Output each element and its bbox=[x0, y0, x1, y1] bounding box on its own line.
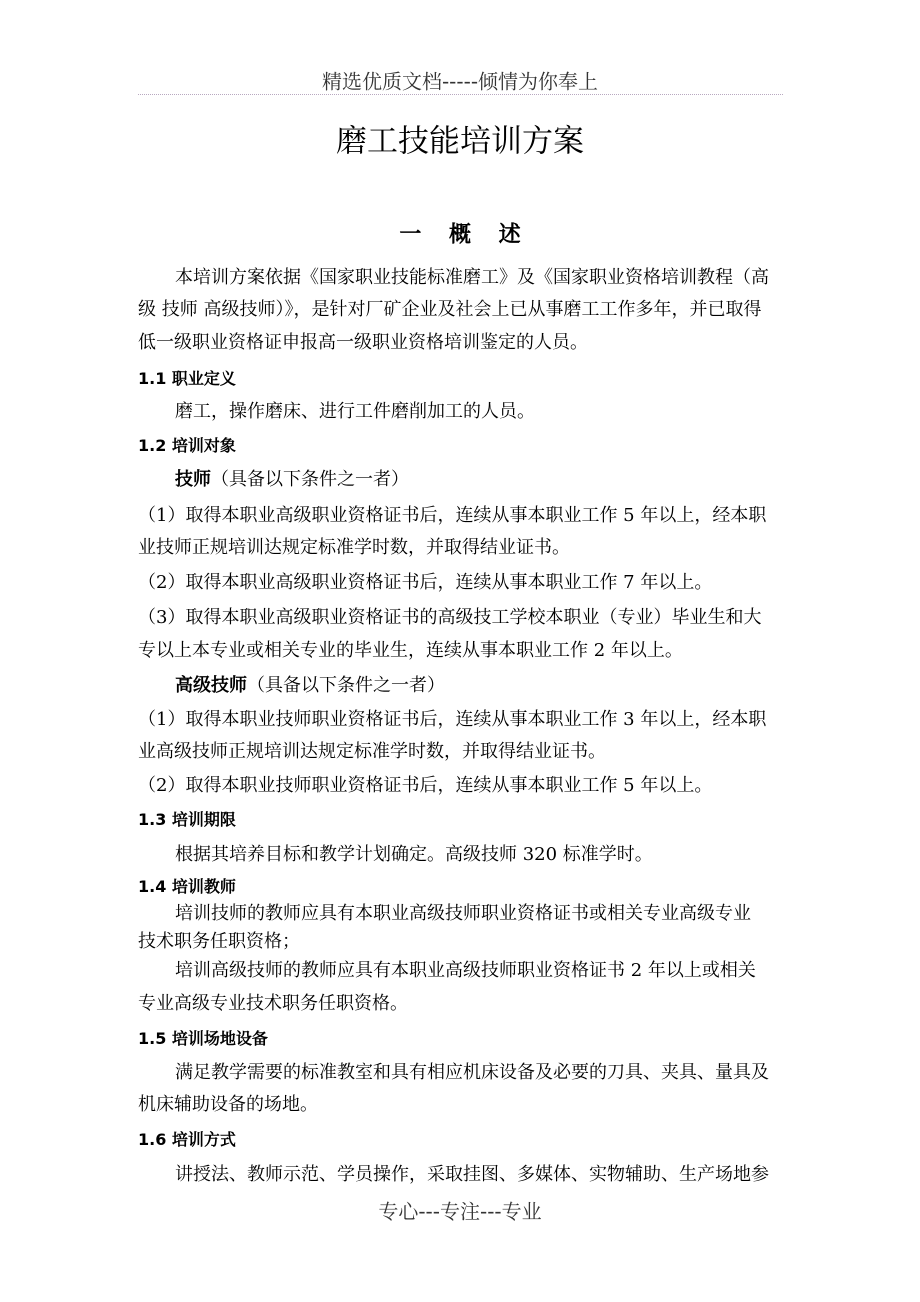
technician-note: （具备以下条件之一者） bbox=[211, 469, 409, 490]
senior-label-line bbox=[175, 675, 445, 697]
paragraph-line: 培训高级技师的教师应具有本职业高级技师职业资格证书 2 年以上或相关 bbox=[175, 960, 756, 981]
list-item: （1）取得本职业高级职业资格证书后，连续从事本职业工作 5 年以上，经本职 bbox=[138, 505, 767, 526]
paragraph-line: 技术职务任职资格； bbox=[138, 931, 300, 952]
document-title: 磨工技能培训方案 bbox=[336, 123, 584, 160]
subsection-heading: 1.2 培训对象 bbox=[138, 436, 236, 455]
intro-line: 级 技师 高级技师）》，是针对厂矿企业及社会上已从事磨工工作多年，并已取得 bbox=[138, 299, 762, 320]
list-item: 业高级技师正规培训达规定标准学时数，并取得结业证书。 bbox=[138, 741, 606, 762]
paragraph-line: 机床辅助设备的场地。 bbox=[138, 1094, 318, 1115]
header-divider bbox=[138, 94, 783, 95]
senior-label: 高级技师 bbox=[175, 675, 247, 696]
technician-label-line bbox=[175, 469, 409, 491]
intro-line: 低一级职业资格证申报高一级职业资格培训鉴定的人员。 bbox=[138, 332, 588, 353]
list-item: （1）取得本职业技师职业资格证书后，连续从事本职业工作 3 年以上，经本职 bbox=[138, 709, 767, 730]
senior-note: （具备以下条件之一者） bbox=[247, 675, 445, 696]
page-footer: 专心---专注---专业 bbox=[378, 1199, 542, 1224]
paragraph: 讲授法、教师示范、学员操作，采取挂图、多媒体、实物辅助、生产场地参 bbox=[175, 1164, 769, 1185]
subsection-heading: 1.1 职业定义 bbox=[138, 369, 236, 388]
subsection-heading: 1.6 培训方式 bbox=[138, 1130, 236, 1149]
subsection-heading: 1.4 培训教师 bbox=[138, 877, 236, 896]
page-header: 精选优质文档-----倾情为你奉上 bbox=[321, 69, 599, 94]
list-item: 专以上本专业或相关专业的毕业生，连续从事本职业工作 2 年以上。 bbox=[138, 640, 683, 661]
paragraph-line: 满足教学需要的标准教室和具有相应机床设备及必要的刀具、夹具、量具及 bbox=[175, 1062, 769, 1083]
list-item: （3）取得本职业高级职业资格证书的高级技工学校本职业（专业）毕业生和大 bbox=[138, 607, 762, 628]
subsection-heading: 1.3 培训期限 bbox=[138, 810, 236, 829]
paragraph: 根据其培养目标和教学计划确定。高级技师 320 标准学时。 bbox=[175, 844, 653, 865]
section-heading: 一 概 述 bbox=[399, 222, 521, 248]
subsection-heading: 1.5 培训场地设备 bbox=[138, 1029, 268, 1048]
paragraph: 磨工，操作磨床、进行工件磨削加工的人员。 bbox=[175, 401, 535, 422]
technician-label: 技师 bbox=[175, 469, 211, 490]
paragraph-line: 培训技师的教师应具有本职业高级技师职业资格证书或相关专业高级专业 bbox=[175, 903, 751, 924]
intro-line: 本培训方案依据《国家职业技能标准磨工》及《国家职业资格培训教程（高 bbox=[175, 267, 769, 288]
paragraph-line: 专业高级专业技术职务任职资格。 bbox=[138, 993, 408, 1014]
list-item: 业技师正规培训达规定标准学时数，并取得结业证书。 bbox=[138, 537, 570, 558]
list-item: （2）取得本职业高级职业资格证书后，连续从事本职业工作 7 年以上。 bbox=[138, 572, 713, 593]
list-item: （2）取得本职业技师职业资格证书后，连续从事本职业工作 5 年以上。 bbox=[138, 775, 713, 796]
